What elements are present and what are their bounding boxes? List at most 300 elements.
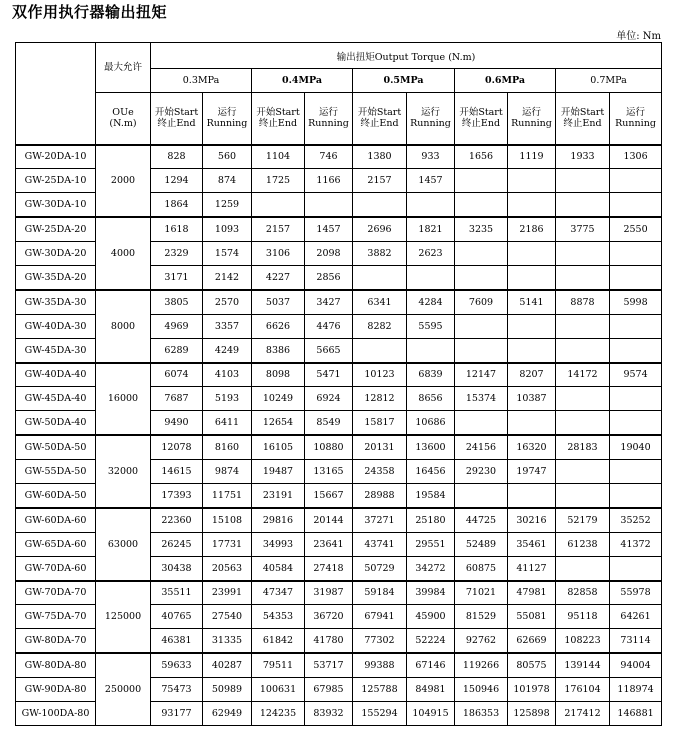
start-torque-cell: 6074 [151, 363, 203, 387]
running-header [203, 93, 252, 145]
start-torque-cell [455, 242, 508, 266]
model-cell: GW-30DA-20 [16, 242, 96, 266]
pressure-header: 0.6MPa [455, 69, 556, 93]
running-header [610, 93, 662, 145]
running-torque-cell: 62669 [508, 629, 556, 653]
start-torque-cell [455, 193, 508, 217]
running-torque-cell: 53717 [305, 653, 353, 677]
start-torque-cell: 1933 [556, 145, 610, 169]
running-torque-cell: 10880 [305, 435, 353, 459]
pressure-header: 0.5MPa [353, 69, 455, 93]
start-torque-cell: 7609 [455, 290, 508, 314]
start-torque-cell: 100631 [252, 678, 305, 702]
running-torque-cell: 8207 [508, 363, 556, 387]
model-cell: GW-40DA-30 [16, 314, 96, 338]
start-torque-cell: 20131 [353, 435, 407, 459]
table-row [16, 145, 662, 169]
start-torque-cell [353, 193, 407, 217]
start-torque-cell [455, 169, 508, 193]
running-torque-cell: 1457 [305, 217, 353, 241]
running-torque-cell: 23641 [305, 532, 353, 556]
start-torque-cell: 186353 [455, 701, 508, 725]
output-torque-header: 输出扭矩Output Torque (N.m) [151, 43, 662, 69]
running-torque-cell: 4284 [407, 290, 455, 314]
running-torque-cell [508, 314, 556, 338]
start-torque-cell: 108223 [556, 629, 610, 653]
running-torque-cell: 6839 [407, 363, 455, 387]
running-torque-cell: 13165 [305, 460, 353, 484]
model-cell: GW-45DA-30 [16, 338, 96, 362]
running-torque-cell [610, 556, 662, 580]
end-label: 终止End [563, 118, 602, 130]
running-torque-cell [610, 265, 662, 289]
start-torque-cell: 35511 [151, 581, 203, 605]
running-torque-cell: 1259 [203, 193, 252, 217]
start-torque-cell: 828 [151, 145, 203, 169]
start-torque-cell [455, 338, 508, 362]
running-torque-cell [508, 193, 556, 217]
model-cell: GW-65DA-60 [16, 532, 96, 556]
running-torque-cell: 62949 [203, 701, 252, 725]
running-torque-cell: 50989 [203, 678, 252, 702]
running-torque-cell: 31987 [305, 581, 353, 605]
start-torque-cell: 6289 [151, 338, 203, 362]
running-torque-cell: 20144 [305, 508, 353, 532]
running-torque-cell: 83932 [305, 701, 353, 725]
start-end-header [252, 93, 305, 145]
running-torque-cell: 1093 [203, 217, 252, 241]
start-torque-cell: 43741 [353, 532, 407, 556]
running-torque-cell [508, 169, 556, 193]
running-torque-cell [610, 314, 662, 338]
start-torque-cell [556, 242, 610, 266]
running-torque-cell [407, 265, 455, 289]
start-torque-cell: 150946 [455, 678, 508, 702]
running-torque-cell: 15667 [305, 483, 353, 507]
running-torque-cell [610, 169, 662, 193]
start-torque-cell: 40584 [252, 556, 305, 580]
running-torque-cell [610, 242, 662, 266]
start-torque-cell: 3882 [353, 242, 407, 266]
start-torque-cell: 3235 [455, 217, 508, 241]
running-torque-cell: 5665 [305, 338, 353, 362]
running-torque-cell: 17731 [203, 532, 252, 556]
running-torque-cell: 73114 [610, 629, 662, 653]
model-cell: GW-45DA-40 [16, 387, 96, 411]
running-torque-cell: 125898 [508, 701, 556, 725]
start-torque-cell [455, 411, 508, 435]
start-torque-cell: 1104 [252, 145, 305, 169]
table-row [16, 363, 662, 387]
start-torque-cell [556, 556, 610, 580]
running-torque-cell: 3357 [203, 314, 252, 338]
start-torque-cell: 17393 [151, 483, 203, 507]
running-torque-cell: 67985 [305, 678, 353, 702]
start-torque-cell [556, 387, 610, 411]
start-end-header [151, 93, 203, 145]
start-torque-cell: 12147 [455, 363, 508, 387]
running-torque-cell: 55081 [508, 605, 556, 629]
start-torque-cell: 10123 [353, 363, 407, 387]
running-torque-cell: 45900 [407, 605, 455, 629]
running-torque-cell: 19040 [610, 435, 662, 459]
running-torque-cell: 16456 [407, 460, 455, 484]
running-torque-cell: 41372 [610, 532, 662, 556]
start-torque-cell: 3805 [151, 290, 203, 314]
start-torque-cell: 1380 [353, 145, 407, 169]
running-torque-cell: 2570 [203, 290, 252, 314]
start-label: 开始Start [357, 107, 402, 119]
start-torque-cell: 1294 [151, 169, 203, 193]
running-torque-cell [508, 338, 556, 362]
running-torque-cell: 11751 [203, 483, 252, 507]
start-torque-cell: 176104 [556, 678, 610, 702]
running-label-en: Running [206, 118, 248, 130]
running-torque-cell: 9874 [203, 460, 252, 484]
model-cell: GW-35DA-30 [16, 290, 96, 314]
start-torque-cell: 95118 [556, 605, 610, 629]
running-header [508, 93, 556, 145]
max-allow-cell: 8000 [96, 290, 151, 363]
running-torque-cell: 1574 [203, 242, 252, 266]
start-end-header [455, 93, 508, 145]
start-torque-cell: 40765 [151, 605, 203, 629]
start-torque-cell: 1725 [252, 169, 305, 193]
running-torque-cell: 27540 [203, 605, 252, 629]
running-torque-cell: 31335 [203, 629, 252, 653]
running-torque-cell [508, 242, 556, 266]
torque-table [15, 42, 662, 726]
start-torque-cell: 47347 [252, 581, 305, 605]
model-cell: GW-35DA-20 [16, 265, 96, 289]
end-label: 终止End [258, 118, 298, 130]
running-torque-cell: 1306 [610, 145, 662, 169]
running-torque-cell: 9574 [610, 363, 662, 387]
model-cell: GW-30DA-10 [16, 193, 96, 217]
running-label-cn: 运行 [217, 107, 237, 119]
start-label: 开始Start [560, 107, 605, 119]
max-allow-cell: 63000 [96, 508, 151, 581]
start-torque-cell: 59184 [353, 581, 407, 605]
start-torque-cell: 37271 [353, 508, 407, 532]
running-torque-cell: 101978 [508, 678, 556, 702]
running-torque-cell: 27418 [305, 556, 353, 580]
running-torque-cell: 3427 [305, 290, 353, 314]
start-torque-cell: 77302 [353, 629, 407, 653]
start-torque-cell: 60875 [455, 556, 508, 580]
end-label: 终止End [157, 118, 196, 130]
running-label-cn: 运行 [626, 107, 646, 119]
pressure-header: 0.3MPa [151, 69, 252, 93]
running-torque-cell [508, 483, 556, 507]
running-torque-cell: 746 [305, 145, 353, 169]
table-row [16, 508, 662, 532]
start-torque-cell: 2157 [353, 169, 407, 193]
start-torque-cell [455, 265, 508, 289]
pressure-header: 0.7MPa [556, 69, 662, 93]
model-cell: GW-50DA-40 [16, 411, 96, 435]
model-cell: GW-25DA-10 [16, 169, 96, 193]
model-cell: GW-80DA-80 [16, 653, 96, 677]
start-torque-cell: 46381 [151, 629, 203, 653]
running-torque-cell: 874 [203, 169, 252, 193]
running-torque-cell: 10686 [407, 411, 455, 435]
model-cell: GW-70DA-70 [16, 581, 96, 605]
running-header [305, 93, 353, 145]
start-torque-cell: 52179 [556, 508, 610, 532]
start-torque-cell: 3171 [151, 265, 203, 289]
start-torque-cell [353, 338, 407, 362]
running-torque-cell: 64261 [610, 605, 662, 629]
running-torque-cell: 34272 [407, 556, 455, 580]
running-torque-cell: 2142 [203, 265, 252, 289]
model-cell: GW-25DA-20 [16, 217, 96, 241]
start-torque-cell [556, 460, 610, 484]
running-torque-cell [407, 193, 455, 217]
start-torque-cell: 6341 [353, 290, 407, 314]
model-cell: GW-60DA-50 [16, 483, 96, 507]
running-torque-cell [610, 411, 662, 435]
running-torque-cell: 6924 [305, 387, 353, 411]
start-torque-cell: 4969 [151, 314, 203, 338]
running-torque-cell: 36720 [305, 605, 353, 629]
start-torque-cell: 99388 [353, 653, 407, 677]
start-torque-cell: 81529 [455, 605, 508, 629]
running-torque-cell: 29551 [407, 532, 455, 556]
running-torque-cell: 13600 [407, 435, 455, 459]
start-torque-cell [556, 193, 610, 217]
table-row [16, 581, 662, 605]
start-torque-cell: 28988 [353, 483, 407, 507]
model-cell: GW-90DA-80 [16, 678, 96, 702]
start-torque-cell: 93177 [151, 701, 203, 725]
start-torque-cell: 3775 [556, 217, 610, 241]
start-torque-cell: 1864 [151, 193, 203, 217]
start-torque-cell [455, 314, 508, 338]
start-torque-cell: 52489 [455, 532, 508, 556]
end-label: 终止End [461, 118, 501, 130]
running-torque-cell: 4249 [203, 338, 252, 362]
running-torque-cell: 23991 [203, 581, 252, 605]
model-header-cell [16, 43, 96, 145]
start-torque-cell: 61842 [252, 629, 305, 653]
model-cell: GW-100DA-80 [16, 701, 96, 725]
running-torque-cell: 933 [407, 145, 455, 169]
start-torque-cell: 34993 [252, 532, 305, 556]
start-torque-cell: 10249 [252, 387, 305, 411]
start-label: 开始Start [154, 107, 199, 119]
running-torque-cell: 2550 [610, 217, 662, 241]
running-torque-cell: 5595 [407, 314, 455, 338]
running-label-en: Running [410, 118, 451, 130]
start-torque-cell: 82858 [556, 581, 610, 605]
start-torque-cell: 22360 [151, 508, 203, 532]
start-torque-cell: 12654 [252, 411, 305, 435]
start-torque-cell: 19487 [252, 460, 305, 484]
running-torque-cell [407, 338, 455, 362]
start-torque-cell: 16105 [252, 435, 305, 459]
start-torque-cell: 124235 [252, 701, 305, 725]
running-torque-cell: 16320 [508, 435, 556, 459]
torque-table-body [16, 145, 662, 726]
running-torque-cell: 35252 [610, 508, 662, 532]
running-torque-cell [610, 338, 662, 362]
start-torque-cell: 119266 [455, 653, 508, 677]
start-torque-cell: 75473 [151, 678, 203, 702]
start-torque-cell: 12078 [151, 435, 203, 459]
running-torque-cell: 1119 [508, 145, 556, 169]
table-row [16, 435, 662, 459]
start-torque-cell: 6626 [252, 314, 305, 338]
running-torque-cell [610, 193, 662, 217]
running-torque-cell: 80575 [508, 653, 556, 677]
running-torque-cell: 55978 [610, 581, 662, 605]
running-label-cn: 运行 [318, 107, 338, 119]
max-allow-cell: 2000 [96, 145, 151, 218]
running-label-cn: 运行 [420, 107, 440, 119]
max-allow-header-cell [96, 43, 151, 93]
running-torque-cell [610, 460, 662, 484]
running-torque-cell [610, 387, 662, 411]
start-torque-cell: 2696 [353, 217, 407, 241]
start-torque-cell: 9490 [151, 411, 203, 435]
running-torque-cell [508, 265, 556, 289]
table-row [16, 653, 662, 677]
table-row [16, 217, 662, 241]
running-torque-cell: 67146 [407, 653, 455, 677]
running-label-cn: 运行 [521, 107, 541, 119]
max-allow-label: 最大允许 [103, 61, 142, 73]
start-torque-cell: 29230 [455, 460, 508, 484]
start-torque-cell [252, 193, 305, 217]
start-torque-cell: 2157 [252, 217, 305, 241]
running-torque-cell: 40287 [203, 653, 252, 677]
max-allow-cell: 250000 [96, 653, 151, 725]
start-torque-cell: 67941 [353, 605, 407, 629]
running-torque-cell: 35461 [508, 532, 556, 556]
running-torque-cell: 118974 [610, 678, 662, 702]
running-label-en: Running [511, 118, 552, 130]
start-torque-cell: 4227 [252, 265, 305, 289]
start-torque-cell: 29816 [252, 508, 305, 532]
model-cell: GW-75DA-70 [16, 605, 96, 629]
model-cell: GW-50DA-50 [16, 435, 96, 459]
start-torque-cell: 15374 [455, 387, 508, 411]
start-torque-cell: 59633 [151, 653, 203, 677]
start-torque-cell: 24358 [353, 460, 407, 484]
start-torque-cell: 12812 [353, 387, 407, 411]
start-torque-cell: 8282 [353, 314, 407, 338]
start-torque-cell: 28183 [556, 435, 610, 459]
page-title: 双作用执行器输出扭矩 [12, 3, 168, 21]
running-torque-cell: 146881 [610, 701, 662, 725]
running-torque-cell: 2623 [407, 242, 455, 266]
unit-label: 单位: Nm [616, 31, 661, 42]
running-torque-cell: 84981 [407, 678, 455, 702]
running-torque-cell: 560 [203, 145, 252, 169]
model-cell: GW-40DA-40 [16, 363, 96, 387]
start-torque-cell: 1656 [455, 145, 508, 169]
running-torque-cell: 5141 [508, 290, 556, 314]
running-torque-cell [305, 193, 353, 217]
running-torque-cell: 1166 [305, 169, 353, 193]
running-torque-cell: 41127 [508, 556, 556, 580]
max-allow-cell: 125000 [96, 581, 151, 654]
start-torque-cell: 125788 [353, 678, 407, 702]
start-torque-cell: 8878 [556, 290, 610, 314]
start-torque-cell [556, 411, 610, 435]
running-torque-cell: 4103 [203, 363, 252, 387]
start-torque-cell [556, 338, 610, 362]
running-torque-cell: 2856 [305, 265, 353, 289]
running-torque-cell: 10387 [508, 387, 556, 411]
start-torque-cell: 5037 [252, 290, 305, 314]
start-torque-cell [556, 483, 610, 507]
start-torque-cell [353, 265, 407, 289]
running-torque-cell: 19584 [407, 483, 455, 507]
running-torque-cell: 5998 [610, 290, 662, 314]
running-torque-cell: 52224 [407, 629, 455, 653]
end-label: 终止End [360, 118, 399, 130]
running-torque-cell: 8656 [407, 387, 455, 411]
start-torque-cell: 44725 [455, 508, 508, 532]
running-torque-cell: 1457 [407, 169, 455, 193]
running-torque-cell: 5471 [305, 363, 353, 387]
running-torque-cell: 2186 [508, 217, 556, 241]
max-allow-cell: 4000 [96, 217, 151, 290]
running-torque-cell: 25180 [407, 508, 455, 532]
running-torque-cell [610, 483, 662, 507]
start-torque-cell [556, 169, 610, 193]
start-torque-cell: 3106 [252, 242, 305, 266]
table-row [16, 290, 662, 314]
start-torque-cell: 50729 [353, 556, 407, 580]
start-torque-cell: 139144 [556, 653, 610, 677]
start-torque-cell [556, 314, 610, 338]
start-end-header [556, 93, 610, 145]
start-torque-cell: 155294 [353, 701, 407, 725]
running-torque-cell: 4476 [305, 314, 353, 338]
start-label: 开始Start [256, 107, 300, 119]
model-cell: GW-20DA-10 [16, 145, 96, 169]
start-torque-cell: 23191 [252, 483, 305, 507]
model-cell: GW-70DA-60 [16, 556, 96, 580]
running-torque-cell: 15108 [203, 508, 252, 532]
start-torque-cell: 8386 [252, 338, 305, 362]
start-torque-cell: 1618 [151, 217, 203, 241]
running-torque-cell: 94004 [610, 653, 662, 677]
start-torque-cell: 8098 [252, 363, 305, 387]
start-label: 开始Start [459, 107, 503, 119]
start-torque-cell: 61238 [556, 532, 610, 556]
start-torque-cell: 26245 [151, 532, 203, 556]
start-torque-cell: 14615 [151, 460, 203, 484]
running-torque-cell: 8160 [203, 435, 252, 459]
running-torque-cell: 104915 [407, 701, 455, 725]
max-allow-cell: 32000 [96, 435, 151, 508]
running-torque-cell: 5193 [203, 387, 252, 411]
running-torque-cell: 6411 [203, 411, 252, 435]
max-allow-cell: 16000 [96, 363, 151, 436]
model-cell: GW-55DA-50 [16, 460, 96, 484]
running-torque-cell: 41780 [305, 629, 353, 653]
running-label-en: Running [615, 118, 656, 130]
oue-unit: (N.m) [109, 118, 137, 130]
running-header [407, 93, 455, 145]
start-torque-cell: 71021 [455, 581, 508, 605]
running-torque-cell: 19747 [508, 460, 556, 484]
model-cell: GW-60DA-60 [16, 508, 96, 532]
